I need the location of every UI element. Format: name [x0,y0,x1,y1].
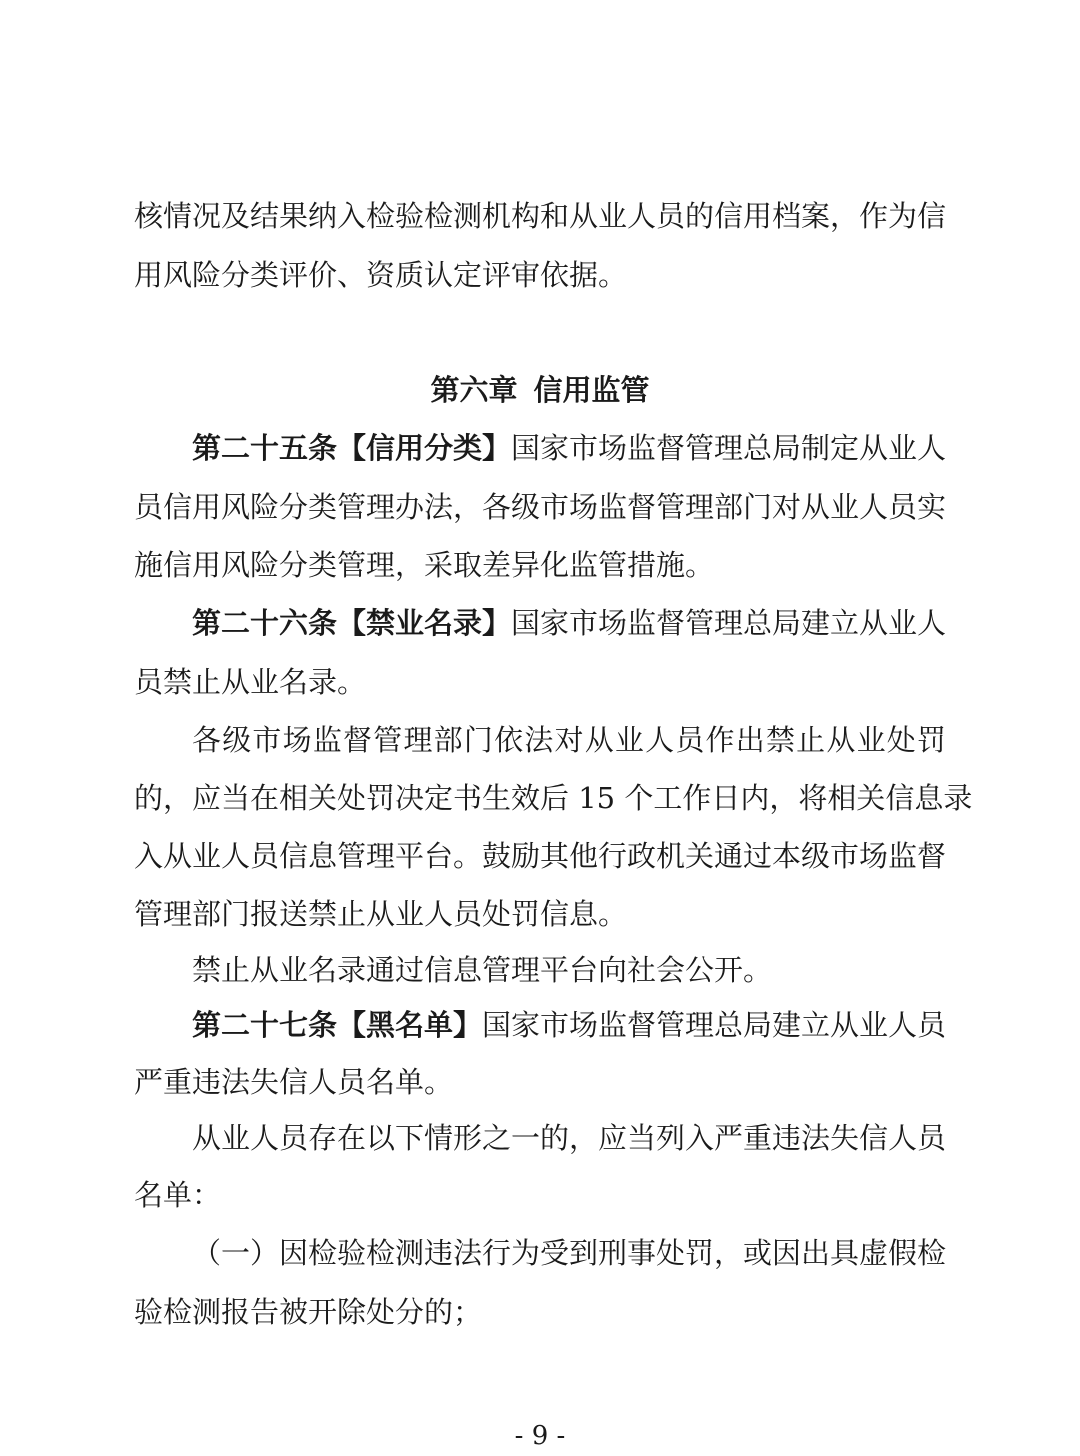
chapter-title: 信用监管 [533,373,650,407]
list-item-line: （一）因检验检测违法行为受到刑事处罚，或因出具虚假检 [192,1236,947,1270]
paragraph-line: 入从业人员信息管理平台。鼓励其他行政机关通过本级市场监督 [134,839,947,873]
paragraph-line: 用风险分类评价、资质认定评审依据。 [134,258,628,292]
list-item-line: 验检测报告被开除处分的； [134,1295,483,1329]
article-26-label: 第二十六条【禁业名录】 [192,606,512,640]
paragraph-line: 从业人员存在以下情形之一的，应当列入严重违法失信人员 [192,1121,947,1155]
article-26-text: 国家市场监督管理总局建立从业人 [511,606,947,640]
paragraph-line: 施信用风险分类管理，采取差异化监管措施。 [134,548,715,582]
paragraph-line: 员信用风险分类管理办法，各级市场监督管理部门对从业人员实 [134,490,947,524]
paragraph-line: 核情况及结果纳入检验检测机构和从业人员的信用档案，作为信 [134,199,947,233]
article-25-label: 第二十五条【信用分类】 [192,431,512,465]
article-27-line [192,1005,946,1045]
paragraph-line: 禁止从业名录通过信息管理平台向社会公开。 [192,953,773,987]
chapter-heading [0,370,1080,410]
article-26-line [192,603,946,643]
paragraph-line: 名单： [134,1178,222,1212]
paragraph-line: 员禁止从业名录。 [134,665,367,699]
article-25-text: 国家市场监督管理总局制定从业人 [511,431,947,465]
paragraph-line: 管理部门报送禁止从业人员处罚信息。 [134,897,628,931]
paragraph-line: 的，应当在相关处罚决定书生效后 15 个工作日内，将相关信息录 [134,781,973,815]
chapter-number: 第六章 [430,373,518,407]
article-25-line [192,428,946,468]
paragraph-line: 各级市场监督管理部门依法对从业人员作出禁止从业处罚 [192,723,946,757]
page-number: - 9 - [514,1421,566,1451]
paragraph-line: 严重违法失信人员名单。 [134,1065,454,1099]
article-27-text: 国家市场监督管理总局建立从业人员 [482,1008,947,1042]
article-27-label: 第二十七条【黑名单】 [192,1008,483,1042]
